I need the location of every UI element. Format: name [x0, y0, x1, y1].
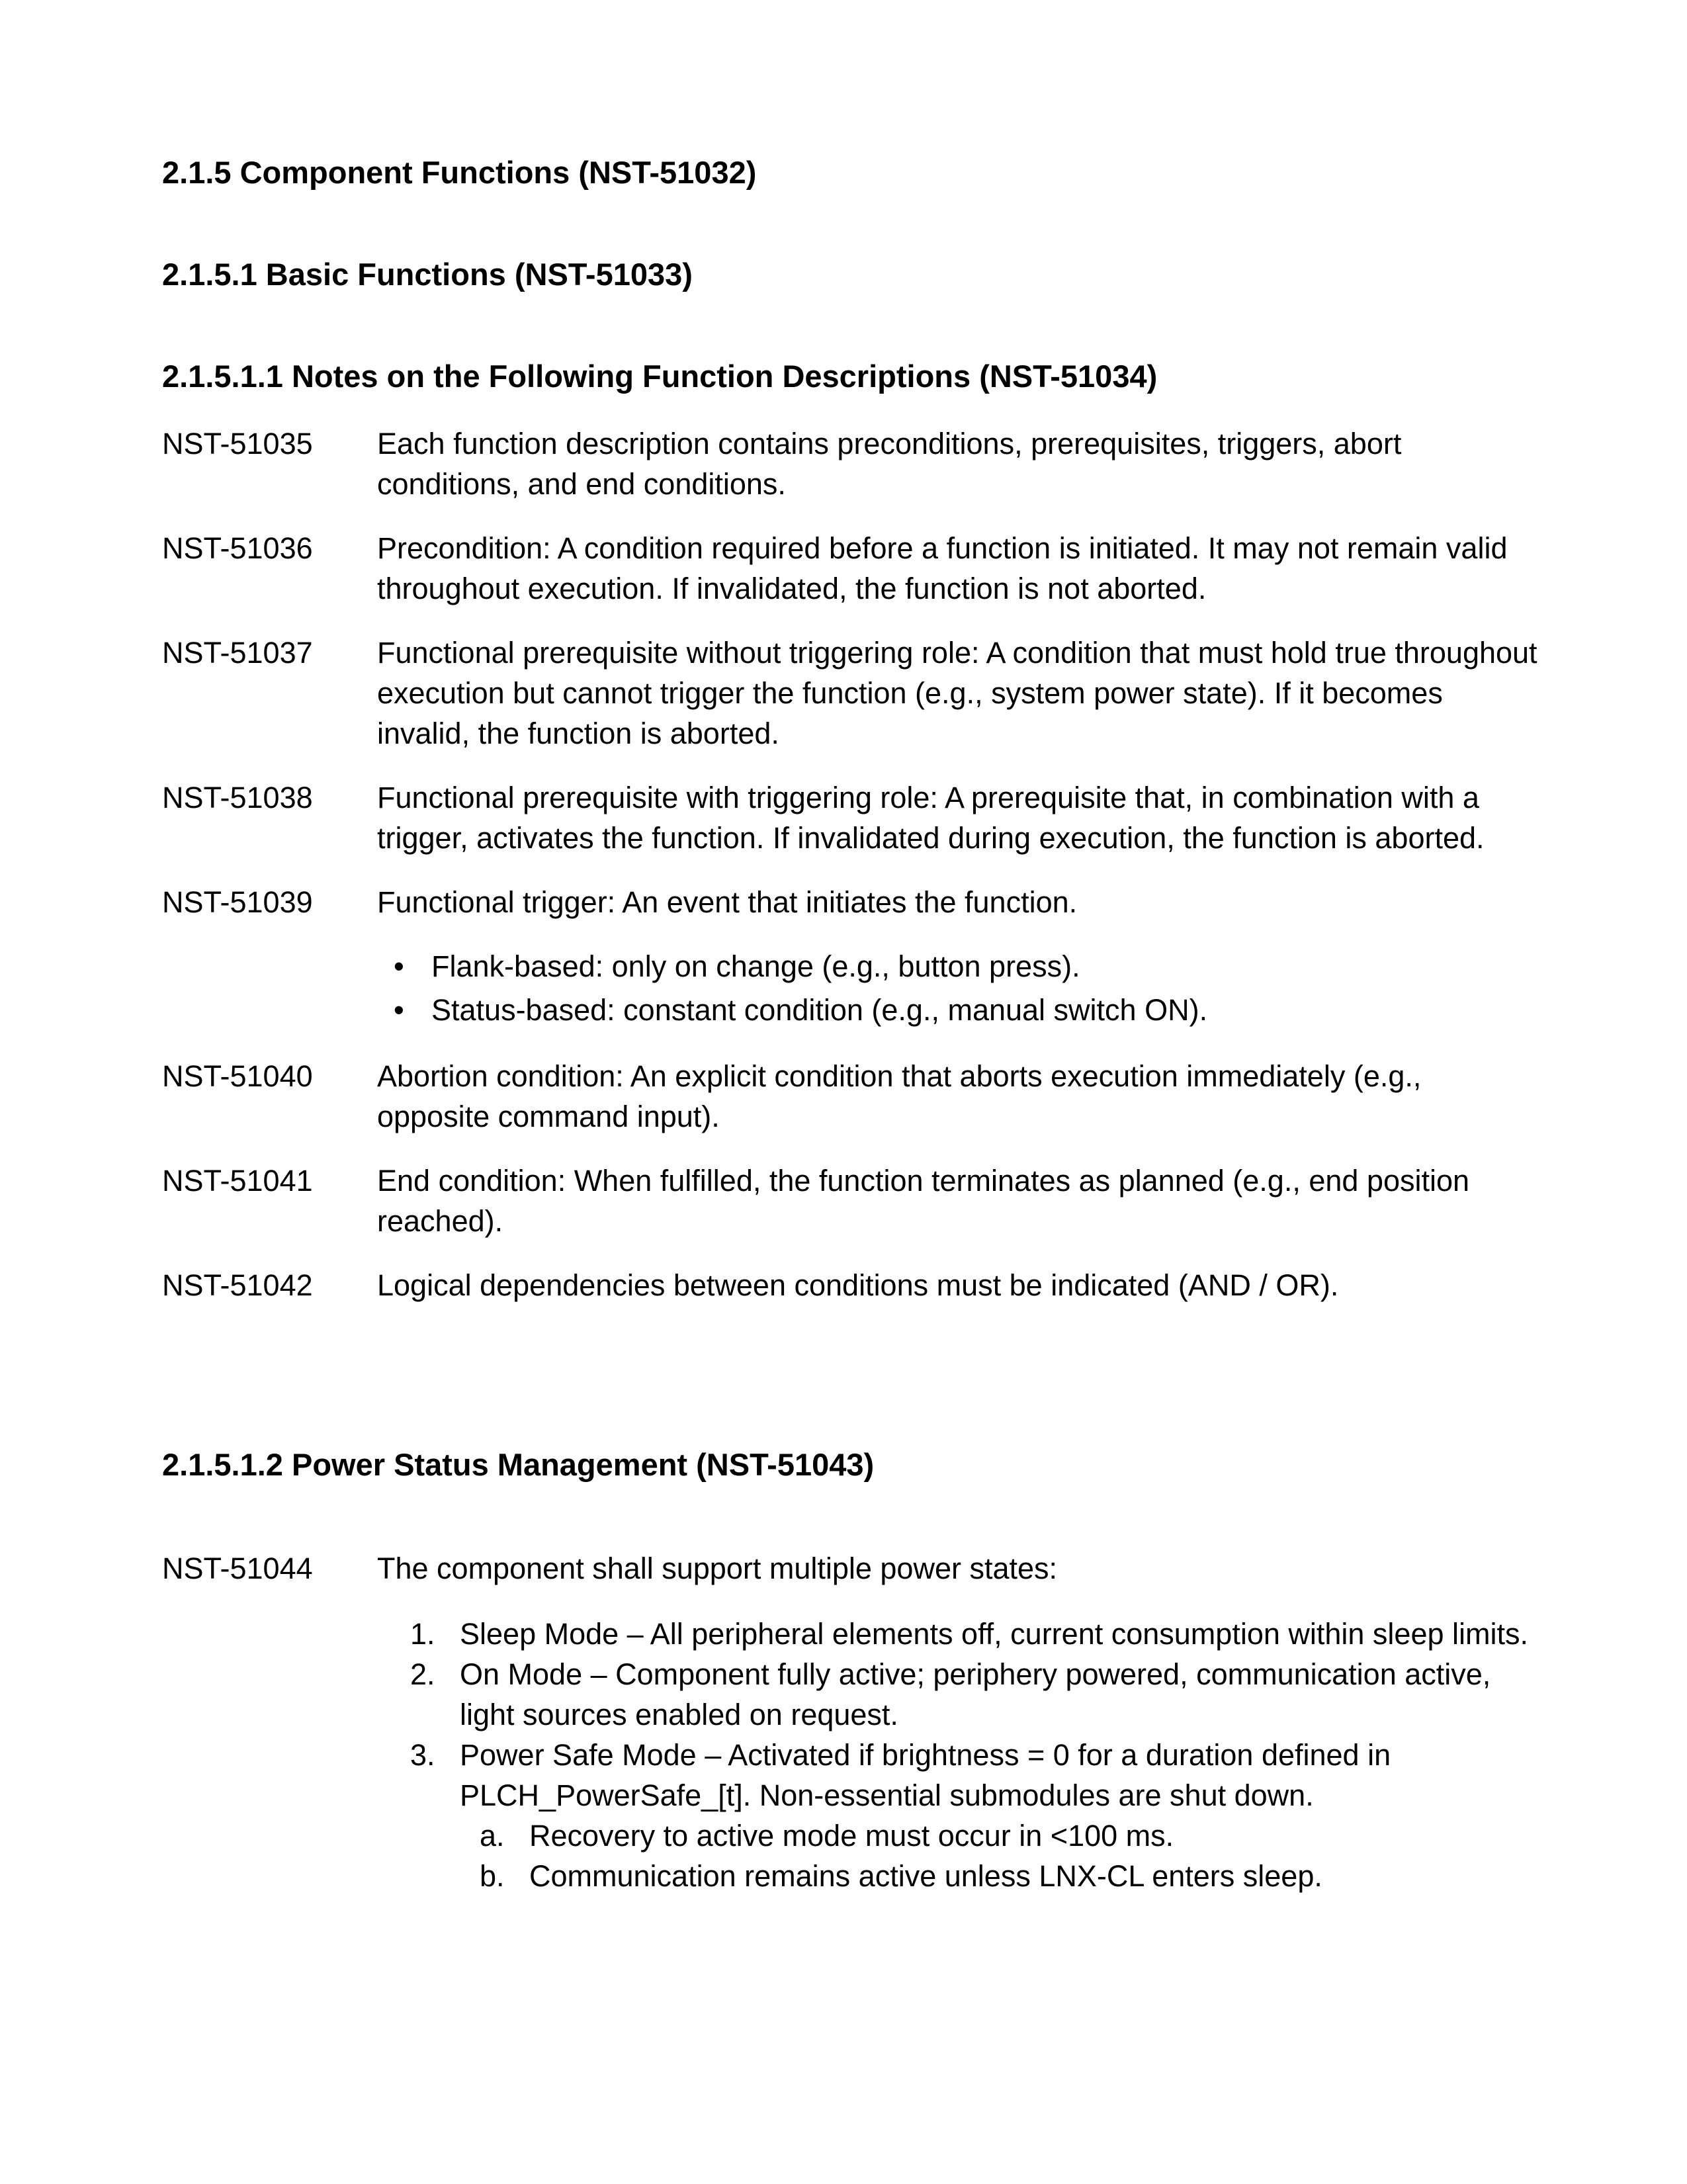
requirement-id: NST-51041 — [162, 1164, 313, 1198]
requirement-text: End condition: When fulfilled, the function terminates as planned (e.g., end position reached). — [377, 1164, 1470, 1238]
bullet-marker: • — [394, 993, 404, 1027]
heading-power-status-management: 2.1.5.1.2 Power Status Management (NST-51043) — [162, 1447, 875, 1482]
bullet-marker: • — [394, 949, 404, 983]
list-item-text: Power Safe Mode – Activated if brightness = 0 for a duration defined in PLCH_PowerSafe_[t]. Non-essential submodules are shut down. — [460, 1738, 1391, 1812]
requirement-row-nst-51035 — [162, 423, 1555, 504]
requirement-text: Abortion condition: An explicit condition that aborts execution immediately (e.g., opposite command input). — [377, 1059, 1422, 1133]
requirement-row-nst-51044 — [162, 1548, 1555, 1896]
requirement-row-nst-51041 — [162, 1160, 1555, 1241]
power-safe-sublist — [460, 1815, 1541, 1896]
list-item — [377, 988, 1541, 1032]
bullet-text: Status-based: constant condition (e.g., manual switch ON). — [431, 993, 1208, 1027]
requirement-id: NST-51044 — [162, 1551, 313, 1585]
requirement-text-line: The component shall support multiple power states: — [377, 1551, 1058, 1585]
requirement-row-nst-51042 — [162, 1265, 1555, 1305]
requirement-text: Each function description contains preconditions, prerequisites, triggers, abort conditions, and end conditions. — [377, 427, 1402, 501]
bullet-text: Flank-based: only on change (e.g., button press). — [431, 949, 1080, 983]
requirement-text: Functional prerequisite without triggering role: A condition that must hold true throughout execution but cannot trigger the function (e.g., system power state). If it becomes invalid, the function is aborted. — [377, 636, 1537, 750]
list-item — [460, 1856, 1541, 1896]
heading-notes-on-function-descriptions: 2.1.5.1.1 Notes on the Following Function Descriptions (NST-51034) — [162, 359, 1158, 394]
requirement-text: Functional prerequisite with triggering role: A prerequisite that, in combination with a trigger, activates the function. If invalidated during execution, the function is aborted. — [377, 781, 1485, 855]
requirement-id: NST-51039 — [162, 885, 313, 919]
number-marker: 2. — [410, 1657, 435, 1691]
list-item — [377, 1654, 1541, 1735]
number-marker: 1. — [410, 1617, 435, 1651]
list-item-text: On Mode – Component fully active; periphery powered, communication active, light sources enabled on request. — [460, 1657, 1491, 1731]
heading-basic-functions: 2.1.5.1 Basic Functions (NST-51033) — [162, 257, 693, 292]
list-item-text: Sleep Mode – All peripheral elements off, current consumption within sleep limits. — [460, 1617, 1528, 1651]
number-marker: 3. — [410, 1738, 435, 1772]
list-item-text: Recovery to active mode must occur in <100 ms. — [529, 1819, 1174, 1853]
requirement-text: Precondition: A condition required before a function is initiated. It may not remain valid throughout execution. If invalidated, the function is not aborted. — [377, 531, 1508, 605]
letter-marker: a. — [480, 1819, 505, 1853]
requirement-id: NST-51042 — [162, 1268, 313, 1302]
trigger-bullet-list — [377, 945, 1541, 1032]
list-item-body — [460, 1735, 1541, 1896]
requirement-row-nst-51039 — [162, 882, 1555, 1032]
list-item — [377, 945, 1541, 988]
list-item-text: Communication remains active unless LNX-CL enters sleep. — [529, 1859, 1322, 1893]
list-item — [377, 1614, 1541, 1654]
requirement-id: NST-51038 — [162, 781, 313, 814]
requirement-text: Logical dependencies between conditions must be indicated (AND / OR). — [377, 1268, 1339, 1302]
requirement-text — [377, 882, 1541, 1032]
requirement-id: NST-51037 — [162, 636, 313, 670]
requirement-id: NST-51035 — [162, 427, 313, 460]
requirement-id: NST-51036 — [162, 531, 313, 565]
requirement-text-line: Functional trigger: An event that initiates the function. — [377, 885, 1078, 919]
list-item — [377, 1735, 1541, 1896]
list-item — [460, 1815, 1541, 1856]
requirement-text — [377, 1548, 1541, 1896]
requirement-row-nst-51038 — [162, 777, 1555, 858]
requirement-row-nst-51040 — [162, 1056, 1555, 1137]
letter-marker: b. — [480, 1859, 505, 1893]
heading-component-functions: 2.1.5 Component Functions (NST-51032) — [162, 155, 757, 190]
requirement-row-nst-51036 — [162, 528, 1555, 609]
requirement-id: NST-51040 — [162, 1059, 313, 1093]
power-states-list — [377, 1614, 1541, 1896]
requirement-row-nst-51037 — [162, 633, 1555, 754]
